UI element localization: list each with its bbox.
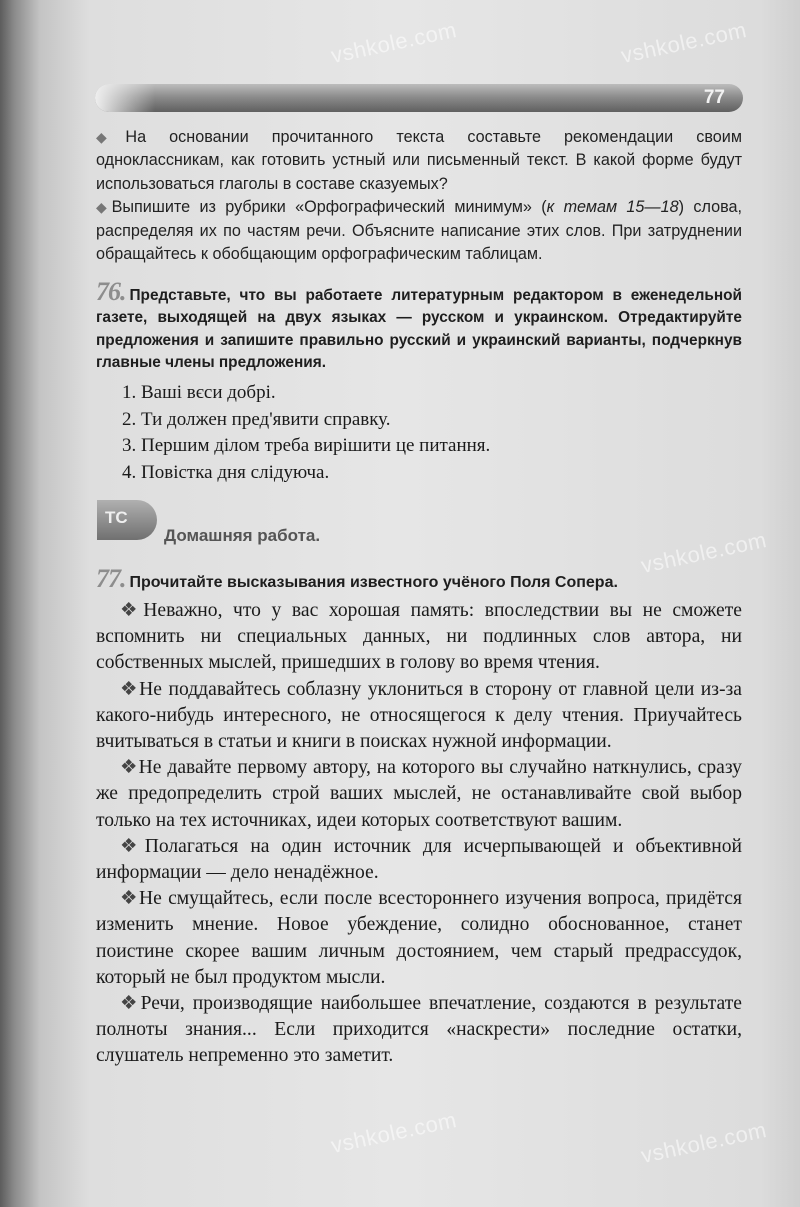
quotes-list	[96, 598, 742, 1070]
exercise-text: Представьте, что вы работаете литературным редактором в еженедельной газете, выходящей на двух языках — русском и украинском. Отредактируйте предложения и запишите правильно русский и украинский варианты, подчеркнув главные члены предложения.	[96, 287, 742, 372]
sentence-list	[122, 380, 722, 486]
diamond-bullet-icon: ◆	[96, 129, 126, 145]
list-item: 3. Першим ділом треба вирішити це питання.	[122, 435, 491, 456]
exercise-77	[96, 566, 742, 596]
quote-item: ❖Полагаться на один источник для исчерпывающей и объективной информации — дело ненадёжное.	[96, 835, 742, 884]
quote-diamond-icon: ❖	[120, 757, 139, 779]
exercise-number: 77.	[96, 564, 126, 593]
exercise-76	[96, 277, 742, 375]
quote-item: ❖Не поддавайтесь соблазну уклониться в сторону от главной цели из-за какого-нибудь интересного, не относящегося к делу чтения. Приучайтесь вчитываться в статьи и книги в поисках нужной информации.	[96, 678, 742, 753]
page-header-bar	[95, 84, 743, 112]
watermark: vshkole.com	[638, 527, 769, 579]
watermark: vshkole.com	[618, 17, 749, 69]
list-item: 1. Ваші вєси добрі.	[122, 382, 276, 403]
diamond-bullet-icon: ◆	[96, 199, 112, 216]
recommendation-item: ◆На основании прочитанного текста составьте рекомендации своим одноклассникам, как готовить устный или письменный текст. В какой форме будут использоваться глаголы в составе сказуемых?	[96, 128, 742, 193]
quote-item: ❖Не давайте первому автору, на которого вы случайно наткнулись, сразу же предопределить строй ваших мыслей, не останавливайте свой выбор только на тех источниках, идеи которых соответствуют вашим.	[96, 757, 742, 831]
page-number: 77	[703, 87, 725, 108]
list-item: 2. Ти должен пред'явити справку.	[122, 408, 391, 430]
quote-item: ❖Не смущайтесь, если после всестороннего изучения вопроса, придётся изменить мнение. Новое убеждение, солидно обоснованное, станет поистине скорее вашим личным достоянием, чем старый предрассудок, который не был продуктом мысли.	[96, 888, 742, 988]
quote-diamond-icon: ❖	[120, 835, 145, 857]
exercise-number: 76.	[96, 277, 126, 306]
quote-diamond-icon: ❖	[120, 888, 139, 910]
watermark: vshkole.com	[638, 1117, 769, 1169]
quote-item: ❖Неважно, что у вас хорошая память: впоследствии вы не сможете вспомнить ни специальных данных, ни подлинных слов автора, ни собственных мыслей, пришедших в голову во время чтения.	[96, 600, 742, 674]
recommendation-item: ◆Выпишите из рубрики «Орфографический минимум» (к темам 15—18) слова, распределяя их по частям речи. Объясните написание этих слов. При затруднении обращайтесь к обобщающим орфографическим таблицам.	[96, 198, 742, 264]
list-item: 4. Повістка дня слідуюча.	[122, 461, 330, 483]
watermark: vshkole.com	[328, 1107, 459, 1159]
homework-icon: ТС	[97, 500, 157, 540]
watermark: vshkole.com	[328, 17, 459, 69]
homework-label: Домашняя работа.	[164, 526, 321, 545]
exercise-title: Прочитайте высказывания известного учёного Поля Сопера.	[129, 574, 618, 591]
quote-diamond-icon: ❖	[120, 678, 140, 700]
quote-item: ❖Речи, производящие наибольшее впечатление, создаются в результате полноты знания... Если приходится «наскрести» последние остатки, слушатель непременно это заметит.	[96, 993, 742, 1067]
quote-diamond-icon: ❖	[120, 993, 141, 1015]
quote-diamond-icon: ❖	[120, 600, 144, 621]
recommendations-section	[96, 126, 742, 266]
